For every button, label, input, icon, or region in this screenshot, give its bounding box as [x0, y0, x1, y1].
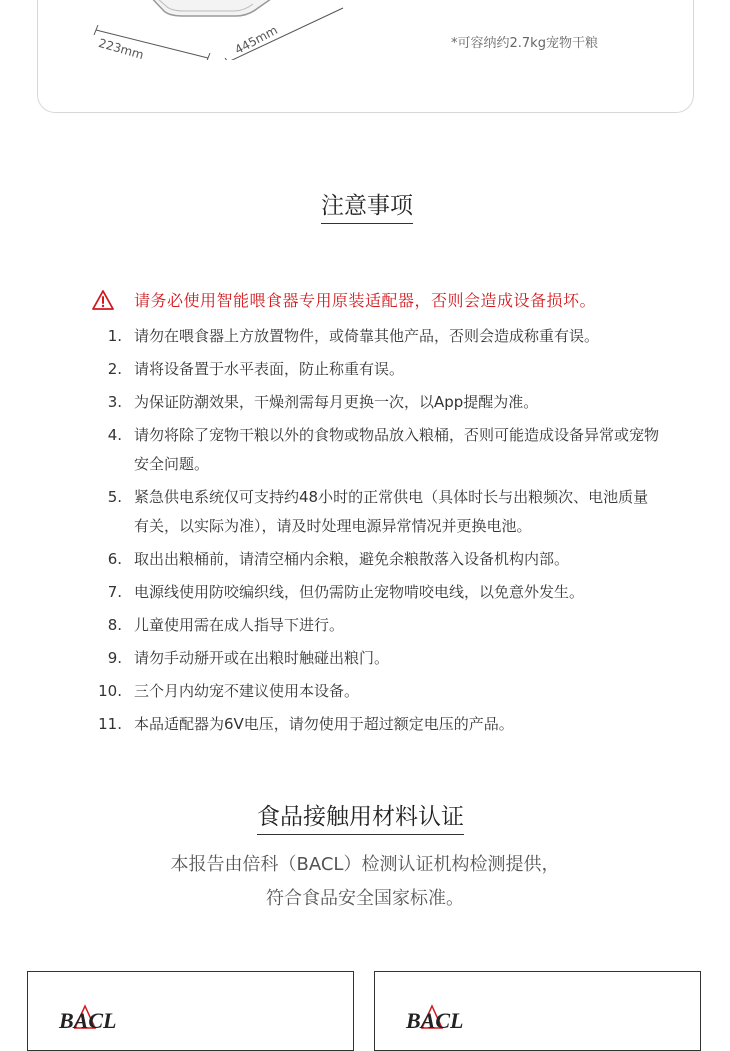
notice-item: 2. 请将设备置于水平表面，防止称重有误。 [107, 360, 405, 378]
capacity-card [37, 0, 694, 113]
warning-text: 请务必使用智能喂食器专用原装适配器，否则会造成设备损坏。 [134, 291, 597, 310]
svg-text:BACL: BACL [406, 1008, 464, 1033]
notice-title: 注意事项 [321, 187, 413, 224]
notice-item: 4. 请勿将除了宠物干粮以外的食物或物品放入粮桶，否则可能造成设备异常或宠物安全问题。 [107, 426, 660, 473]
notice-item: 11. 本品适配器为6V电压，请勿使用于超过额定电压的产品。 [98, 715, 514, 733]
dimension-length-label: 445mm [232, 22, 280, 58]
notice-item: 9. 请勿手动掰开或在出粮时触碰出粮门。 [107, 649, 390, 667]
capacity-note: *可容纳约2.7kg宠物干粮 [451, 36, 598, 51]
notice-list [92, 322, 662, 743]
notice-item: 6. 取出出粮桶前，请清空桶内余粮，避免余粮散落入设备机构内部。 [107, 550, 570, 568]
svg-text:BACL: BACL [59, 1008, 117, 1033]
food-cert-desc-line2: 符合食品安全国家标准。 [266, 888, 464, 909]
dimension-width-label: 223mm [96, 35, 146, 63]
bacl-logo-icon [55, 1002, 135, 1034]
notice-item: 3. 为保证防潮效果，干燥剂需每月更换一次，以App提醒为准。 [107, 393, 539, 411]
notice-item: 8. 儿童使用需在成人指导下进行。 [107, 616, 345, 634]
notice-item: 7. 电源线使用防咬编织线，但仍需防止宠物啃咬电线，以免意外发生。 [107, 583, 585, 601]
notice-item: 5. 紧急供电系统仅可支持约48小时的正常供电（具体时长与出粮频次、电池质量有关，以实际为准），请及时处理电源异常情况并更换电池。 [107, 488, 649, 535]
food-cert-desc-line1: 本报告由倍科（BACL）检测认证机构检测提供， [170, 854, 560, 875]
warning-triangle-icon [92, 289, 114, 311]
certificate-card-2 [374, 971, 701, 1051]
certificate-card-1 [27, 971, 354, 1051]
food-cert-title: 食品接触用材料认证 [257, 798, 464, 835]
warning-row [92, 288, 596, 311]
notice-item: 1. 请勿在喂食器上方放置物件，或倚靠其他产品，否则会造成称重有误。 [107, 327, 600, 345]
bacl-logo-icon [402, 1002, 482, 1034]
notice-item: 10. 三个月内幼宠不建议使用本设备。 [98, 682, 360, 700]
